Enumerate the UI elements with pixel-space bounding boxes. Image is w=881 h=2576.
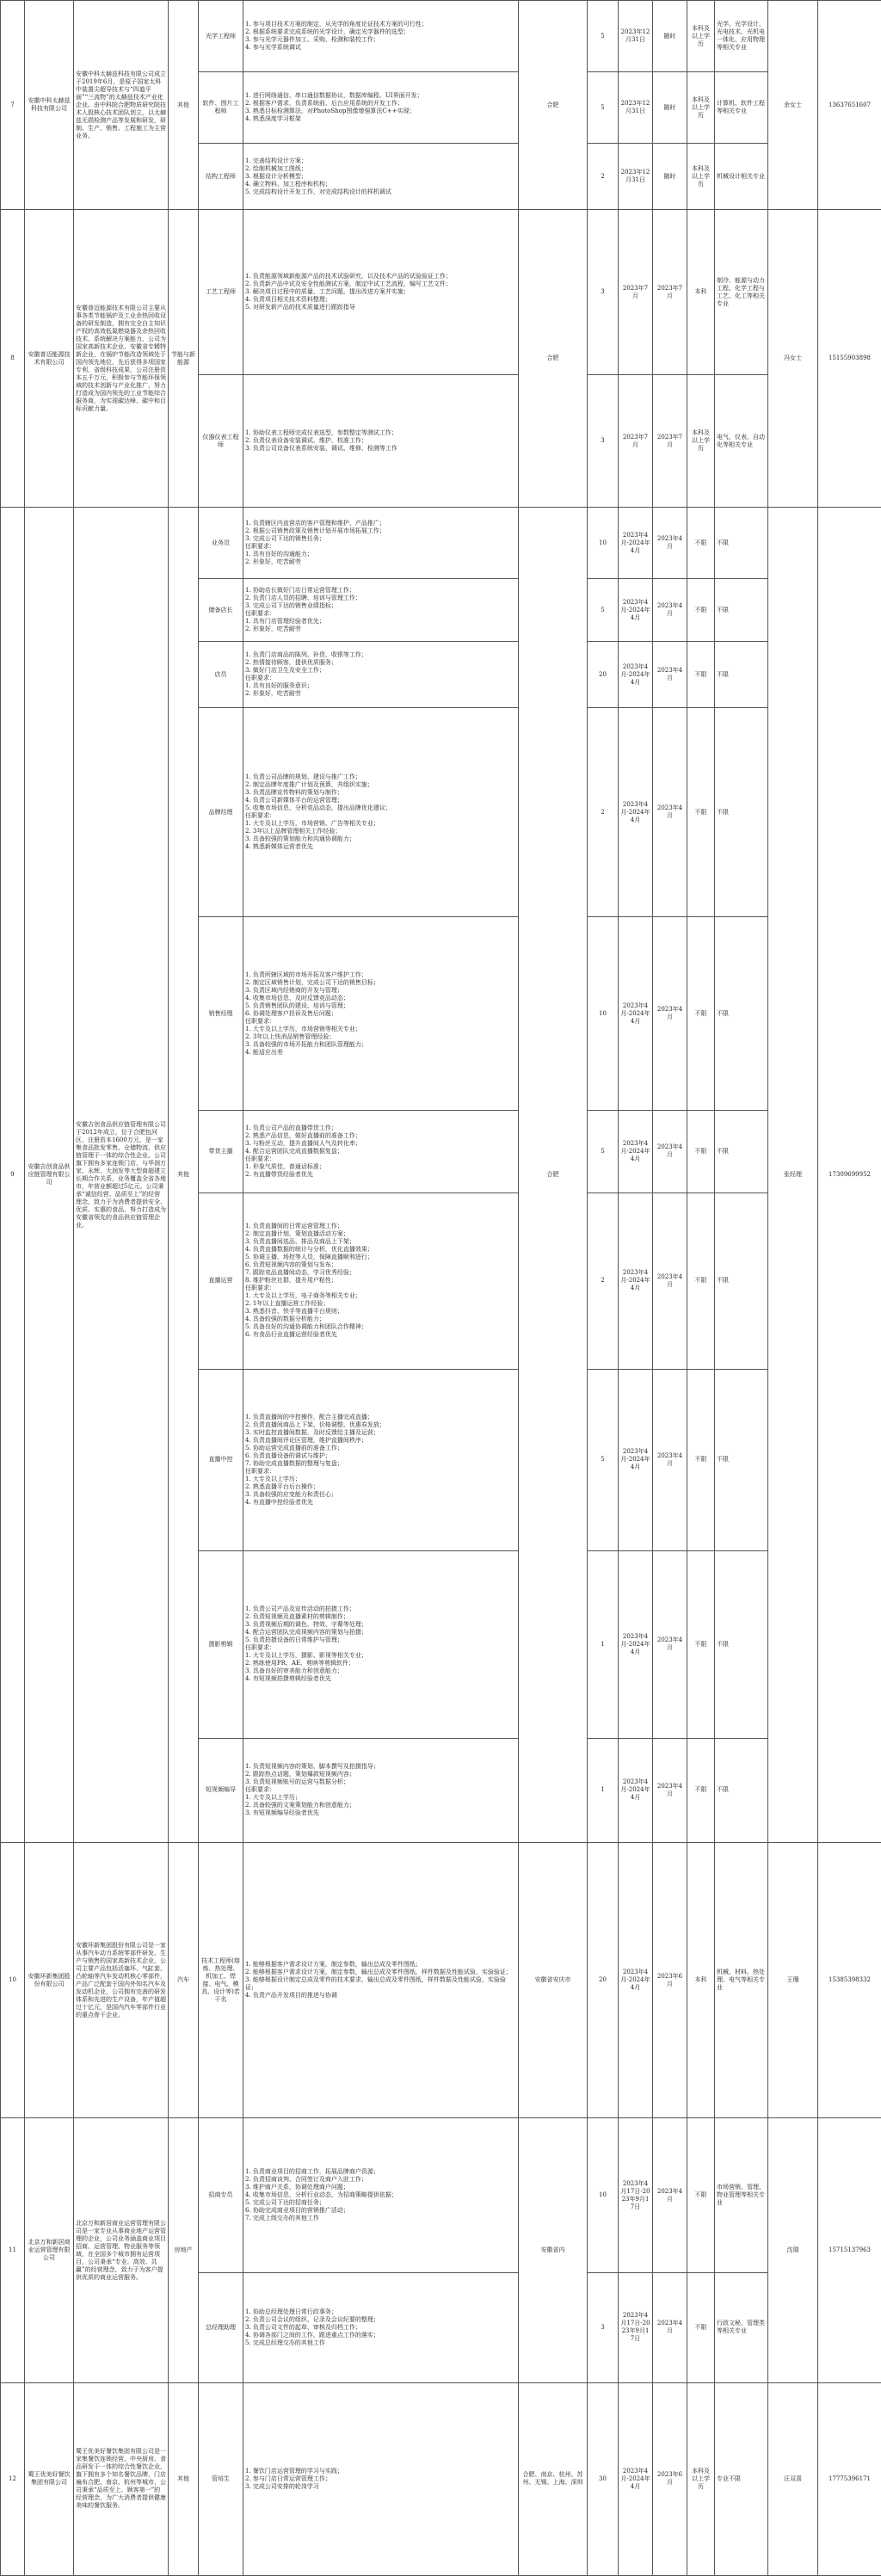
contact-person: 余女士 [768, 1, 818, 210]
headcount: 5 [588, 1, 619, 72]
industry: 房地产 [169, 2118, 199, 2382]
contact-phone: 13637651607 [818, 1, 881, 210]
headcount: 10 [588, 917, 619, 1110]
headcount: 1 [588, 1738, 619, 1843]
position-duties: 1. 负责门店商品的陈列、补货、收银等工作； 2. 热情接待顾客，提供优质服务； 3. 做好门店卫生及安全工作； 任职要求： 1. 具有良好的服务意识； 2. 形象好，吃苦耐劳 [243, 642, 519, 708]
contact-person: 冯女士 [768, 210, 818, 508]
position-duties: 1. 负责公司产品及宣传活动的拍摄工作； 2. 负责短视频及直播素材的剪辑制作； 3. 负责视频后期的调色、特效、字幕等处理； 4. 配合运营团队完成视频内容的策划与拍摄； 5. 负责拍摄设备的日常维护与管理； 任职要求： 1. 大专及以上学历，摄影、影视等相关专业； 2. 熟练使用PR、AE、剪映等剪辑软件； 3. 具备良好的审美能力和创意能力； 4. 有短视频拍摄剪辑经验者优先 [243, 1550, 519, 1738]
row-number: 8 [1, 210, 25, 508]
education: 本科及以上学历 [687, 1, 715, 72]
work-location: 合肥 [519, 508, 588, 1843]
table-body [1, 1, 881, 2576]
major: 不限 [715, 708, 768, 917]
company-name: 安徽中科太赫兹科技有限公司 [25, 1, 74, 210]
row-number: 9 [1, 508, 25, 1843]
headcount: 5 [588, 1110, 619, 1192]
education: 不限 [687, 1738, 715, 1843]
headcount: 5 [588, 1369, 619, 1550]
contact-person: 王珊 [768, 1843, 818, 2118]
start-date: 2023年4月 [653, 1738, 687, 1843]
position-duties: 1. 负责商业项目的招商工作，拓展品牌商户资源； 2. 负责招商谈判、合同签订及商户入驻工作； 3. 维护商户关系，协调处理商户问题； 4. 收集市场信息，分析行业动态，为招商策略提供依据； 5. 完成公司下达的招商任务； 6. 协助完成商业项目的营销推广活动； 7. 完成上级交办的其他工作 [243, 2118, 519, 2272]
education: 不限 [687, 1369, 715, 1550]
position-duties: 1. 协助总经理处理日常行政事务； 2. 负责公司会议的组织、记录及会议纪要的整理； 3. 负责公司文件的起草、审核及归档工作； 4. 协调各部门之间的工作，跟进重点工作的落实； 5. 完成总经理交办的其他工作 [243, 2272, 519, 2382]
education: 本科及以上学历 [687, 375, 715, 508]
position-name: 直播中控 [199, 1369, 243, 1550]
headcount: 10 [588, 2118, 619, 2272]
row-number: 10 [1, 1843, 25, 2118]
education: 本科 [687, 210, 715, 375]
contact-person: 张经理 [768, 508, 818, 1843]
start-date: 随时 [653, 72, 687, 144]
start-date: 2023年4月 [653, 642, 687, 708]
position-name: 店员 [199, 642, 243, 708]
contact-phone: 15155903898 [818, 210, 881, 508]
position-name: 短视频编导 [199, 1738, 243, 1843]
start-date: 2023年4月 [653, 917, 687, 1110]
position-name: 软件、图片工程师 [199, 72, 243, 144]
headcount: 2 [588, 1192, 619, 1369]
deadline: 2023年12月31日 [619, 144, 653, 210]
position-duties: 1. 进行网络通信、串口通信数据协议、数据库编程、UI界面开发； 2. 根据客户需求，负责系统前、后台应用系统的开发工作； 3. 熟悉目标检测算法，对PhotoShop图像增强算法C++实现； 4. 熟悉深度学习框架 [243, 72, 519, 144]
major: 制冷、能源与动力工程、化学工程与工艺、化工等相关专业 [715, 210, 768, 375]
company-name: 北京万和新居商业运营管理有限公司 [25, 2118, 74, 2382]
major: 不限 [715, 508, 768, 579]
position-duties: 1. 协助仪表工程师完成仪表选型，参数整定等测试工作； 2. 负责仪表设备安装调试、维护、校准工作； 3. 负责公司设备仪表系统安装、调试、维修、检测等工作 [243, 375, 519, 508]
start-date: 2023年4月 [653, 508, 687, 579]
education: 本科及以上学历 [687, 144, 715, 210]
major: 不限 [715, 917, 768, 1110]
work-location: 安徽省内 [519, 2118, 588, 2382]
deadline: 2023年4月-2024年4月 [619, 1369, 653, 1550]
company-name: 安徽环新集团股份有限公司 [25, 1843, 74, 2118]
table-row [1, 210, 881, 375]
deadline: 2023年12月31日 [619, 1, 653, 72]
contact-person: 汪双喜 [768, 2382, 818, 2575]
position-name: 直播运营 [199, 1192, 243, 1369]
industry: 其他 [169, 2382, 199, 2575]
table-row [1, 1, 881, 72]
position-duties: 1. 餐饮门店运营管理的学习与实践； 2. 参与门店日常运营管理工作； 3. 完成公司安排的轮岗学习 [243, 2382, 519, 2575]
start-date: 2023年4月 [653, 1550, 687, 1738]
start-date: 2023年4月 [653, 1110, 687, 1192]
headcount: 5 [588, 72, 619, 144]
major: 机械设计相关专业 [715, 144, 768, 210]
position-name: 销售经理 [199, 917, 243, 1110]
company-intro: 蜀王优美好餐饮集团有限公司是一家集餐饮连锁经营、中央厨房、食品研发于一体的综合性餐饮企业，旗下拥有多个知名餐饮品牌，门店遍布合肥、南京、杭州等城市，公司秉承“品质至上、顾客第一”的经营理念，为广大消费者提供健康美味的餐饮服务。 [74, 2382, 169, 2575]
major: 专业不限 [715, 2382, 768, 2575]
deadline: 2023年12月31日 [619, 72, 653, 144]
table-row [1, 1843, 881, 2118]
position-name: 工艺工程师 [199, 210, 243, 375]
deadline: 2023年4月17日-2023年9月17日 [619, 2272, 653, 2382]
education: 本科及以上学历 [687, 2382, 715, 2575]
company-intro: 安徽吉创食品供应链管理有限公司于2012年成立，位于合肥包河区，注册资本1600万元，是一家集食品批发零售、仓储物流、供应链管理于一体的综合性企业。公司旗下拥有多家连锁门店，与华润万家、永辉、大润发等大型商超建立长期合作关系，业务覆盖全省各地市，年营业额超过5亿元。公司秉承“诚信经营、品质至上”的经营理念，致力于为消费者提供安全、优质、实惠的食品，努力打造成为安徽省领先的食品供应链管理企业。 [74, 508, 169, 1843]
major: 不限 [715, 1550, 768, 1738]
major: 机械、材料、热处理、电气等相关专业 [715, 1843, 768, 2118]
education: 不限 [687, 1110, 715, 1192]
education: 不限 [687, 508, 715, 579]
major: 市场营销、管理、物业管理等相关专业 [715, 2118, 768, 2272]
position-duties: 1. 负责直播间的日常运营管理工作； 2. 制定直播计划，策划直播活动方案； 3. 负责直播间选品、排品及商品上下架； 4. 负责直播数据的统计与分析，优化直播效果； 5. 协调主播、场控等人员，保障直播顺利进行； 6. 负责短视频内容的策划与发布； 7. 跟踪竞品直播间动态，学习优秀经验； 8. 维护粉丝社群，提升用户粘性； 任职要求： 1. 大专及以上学历，电子商务等相关专业； 2. 1年以上直播运营工作经验； 3. 熟悉抖音、快手等直播平台规则； 4. 具备较强的数据分析能力； 5. 具备良好的沟通协调能力和团队合作精神； 6. 有食品行业直播运营经验者优先 [243, 1192, 519, 1369]
major: 不限 [715, 1192, 768, 1369]
major: 光学、光学设计、光电技术、光机电一体化、应用物理等相关专业 [715, 1, 768, 72]
company-intro: 北京万和新居商业运营管理有限公司是一家专业从事商业地产运营管理的企业，公司业务涵盖商业项目招商、运营管理、物业服务等领域，在全国多个城市拥有运营项目，公司秉承“专业、高效、共赢”的经营理念，致力于为客户提供优质的商业运营服务。 [74, 2118, 169, 2382]
deadline: 2023年4月17日-2023年9月17日 [619, 2118, 653, 2272]
position-name: 摄影剪辑 [199, 1550, 243, 1738]
headcount: 3 [588, 210, 619, 375]
education: 本科 [687, 1843, 715, 2118]
table-row [1, 2382, 881, 2575]
education: 不限 [687, 2118, 715, 2272]
row-number: 7 [1, 1, 25, 210]
major: 不限 [715, 1110, 768, 1192]
deadline: 2023年4月-2024年4月 [619, 2382, 653, 2575]
start-date: 随时 [653, 144, 687, 210]
position-name: 业务员 [199, 508, 243, 579]
work-location: 合肥 [519, 210, 588, 508]
position-duties: 1. 负责公司品牌的规划、建设与推广工作； 2. 制定品牌年度推广计划及预算，并组织实施； 3. 负责品牌宣传物料的策划与制作； 4. 负责公司新媒体平台的运营管理； 5. 收集市场信息，分析竞品动态，提出品牌优化建议； 任职要求： 1. 大专及以上学历，市场营销、广告等相关专业； 2. 3年以上品牌管理相关工作经验； 3. 具备较强的策划能力和沟通协调能力； 4. 熟悉新媒体运营者优先 [243, 708, 519, 917]
table-row [1, 508, 881, 579]
contact-phone: 17775396171 [818, 2382, 881, 2575]
headcount: 1 [588, 1550, 619, 1738]
start-date: 2023年6月 [653, 2382, 687, 2575]
position-duties: 1. 能够根据客户需求设计方案，制定参数，输出总成及零件图纸； 2. 能够根据客户需求设计方案，制定参数，输出总成及零件图纸，样件数据及性能试验，实验验证； 3. 能够根据设计制定总成及零件的技术要求，输出总成及零件图纸，样件数据及性能试验，实验验证； 4. 负责产品开发项目的推进与协调 [243, 1843, 519, 2118]
education: 不限 [687, 642, 715, 708]
headcount: 10 [588, 508, 619, 579]
education: 不限 [687, 2272, 715, 2382]
deadline: 2023年4月-2024年4月 [619, 579, 653, 642]
start-date: 2023年7月 [653, 375, 687, 508]
industry: 节能与新能源 [169, 210, 199, 508]
major: 电气、仪表、自动化等相关专业 [715, 375, 768, 508]
position-duties: 1. 负责辖区内直营店的客户管理和维护、产品推广； 2. 根据公司销售政策及销售计划开展市场拓展工作； 3. 完成公司下达的销售任务； 任职要求： 1. 具有良好的沟通能力； 2. 形象好，吃苦耐劳 [243, 508, 519, 579]
major: 不限 [715, 1738, 768, 1843]
start-date: 2023年4月 [653, 1192, 687, 1369]
start-date: 随时 [653, 1, 687, 72]
headcount: 30 [588, 2382, 619, 2575]
major: 行政文秘、管理类等相关专业 [715, 2272, 768, 2382]
industry: 汽车 [169, 1843, 199, 2118]
start-date: 2023年4月 [653, 579, 687, 642]
deadline: 2023年4月-2024年4月 [619, 1192, 653, 1369]
education: 不限 [687, 917, 715, 1110]
position-duties: 1. 负责所辖区域的市场开拓及客户维护工作； 2. 制定区域销售计划，完成公司下达的销售目标； 3. 负责区域内经销商的开发与管理； 4. 收集市场信息，及时反馈竞品动态； 5. 负责销售团队的建设、培训与管理； 6. 协调处理客户投诉及售后问题； 任职要求： 1. 大专及以上学历，市场营销等相关专业； 2. 3年以上快消品销售管理经验； 3. 具备较强的市场开拓能力和团队管理能力； 4. 能适应出差 [243, 917, 519, 1110]
contact-phone: 17309699952 [818, 508, 881, 1843]
work-location: 合肥 [519, 1, 588, 210]
deadline: 2023年4月-2024年4月 [619, 708, 653, 917]
headcount: 3 [588, 375, 619, 508]
deadline: 2023年4月-2024年4月 [619, 508, 653, 579]
row-number: 11 [1, 2118, 25, 2382]
position-duties: 1. 负责公司产品的直播带货工作； 2. 熟悉产品信息，做好直播前的准备工作； 3. 与粉丝互动，提升直播间人气及转化率； 4. 配合运营团队完成直播数据复盘； 任职要求： 1. 形象气质佳，普通话标准； 2. 有直播带货经验者优先 [243, 1110, 519, 1192]
headcount: 20 [588, 1843, 619, 2118]
deadline: 2023年7月 [619, 375, 653, 508]
start-date: 2023年4月 [653, 2118, 687, 2272]
position-duties: 1. 负责直播间的中控操作，配合主播完成直播； 2. 负责直播间商品上下架、价格调整、优惠券发放； 3. 实时监控直播间数据，及时反馈给主播及运营； 4. 负责直播间评论区管理，维护直播间秩序； 5. 协助运营完成直播前的准备工作； 6. 负责直播设备的调试与维护； 7. 协助完成直播数据的整理与复盘； 任职要求： 1. 大专及以上学历； 2. 熟悉直播平台后台操作； 3. 具备较强的应变能力和责任心； 4. 有直播中控经验者优先 [243, 1369, 519, 1550]
row-number: 12 [1, 2382, 25, 2575]
position-name: 品牌经理 [199, 708, 243, 917]
education: 不限 [687, 708, 715, 917]
start-date: 2023年4月 [653, 1369, 687, 1550]
company-intro: 安徽普迈能源技术有限公司主要从事各类节能锅炉及工业余热回收设备的研发制造，拥有完全自主知识产权的高效低氮燃烧器及余热回收技术、系统解决方案能力，公司为国家高新技术企业、安徽省专精特新企业，在锅炉节能改造领域处于国内领先地位，先后获得多项国家专利、省级科技成果，公司注册资本五千万元，积极参与节能环保领域的技术创新与产业化推广，努力打造成为国内领先的工业节能综合服务商，为实现碳达峰、碳中和目标贡献力量。 [74, 210, 169, 508]
headcount: 20 [588, 642, 619, 708]
industry: 其他 [169, 508, 199, 1843]
position-name: 结构工程师 [199, 144, 243, 210]
deadline: 2023年4月-2024年4月 [619, 917, 653, 1110]
start-date: 2023年6月 [653, 1843, 687, 2118]
position-name: 管培生 [199, 2382, 243, 2575]
position-name: 招商专员 [199, 2118, 243, 2272]
education: 本科及以上学历 [687, 72, 715, 144]
headcount: 5 [588, 579, 619, 642]
education: 不限 [687, 1192, 715, 1369]
deadline: 2023年4月-2024年4月 [619, 642, 653, 708]
contact-phone: 15715137963 [818, 2118, 881, 2382]
position-name: 带货主播 [199, 1110, 243, 1192]
position-name: 光学工程师 [199, 1, 243, 72]
major: 不限 [715, 579, 768, 642]
work-location: 安徽省安庆市 [519, 1843, 588, 2118]
deadline: 2023年7月 [619, 210, 653, 375]
position-duties: 1. 参与项目技术方案的制定，从光学的角度论证技术方案的可行性； 2. 根据系统要求完成系统的光学设计，确定光学器件的选型； 3. 参与光学元器件加工、采购、检测和装校工作； 4. 参与光学系统调试 [243, 1, 519, 72]
position-name: 仪器仪表工程师 [199, 375, 243, 508]
table-row [1, 2118, 881, 2272]
start-date: 2023年7月 [653, 210, 687, 375]
deadline: 2023年4月-2024年4月 [619, 1843, 653, 2118]
headcount: 2 [588, 144, 619, 210]
position-duties: 1. 完善结构设计方案； 2. 绘制机械加工图纸； 3. 根据设计分析模型； 4. 确立物料、加工程序和机构； 5. 完成结构设计开发工作，对完成结构设计的样机调试 [243, 144, 519, 210]
major: 不限 [715, 1369, 768, 1550]
company-intro: 安徽中科太赫兹科技有限公司成立于2019年6月，是原子国家太科中装置尖超导技术与“四道平面”“三流物”的太赫兹技术产业化企业。由中科院合肥物质研究院技术人股核心技术团队创立，以太赫兹无损检测产品等发展和研发，研制、生产、销售、工程施工为主营业务。 [74, 1, 169, 210]
position-name: 储备店长 [199, 579, 243, 642]
education: 不限 [687, 1550, 715, 1738]
headcount: 3 [588, 2272, 619, 2382]
start-date: 2023年4月 [653, 708, 687, 917]
deadline: 2023年4月-2024年4月 [619, 1110, 653, 1192]
company-name: 安徽普迈能源技术有限公司 [25, 210, 74, 508]
start-date: 2023年4月 [653, 2272, 687, 2382]
deadline: 2023年4月-2024年4月 [619, 1550, 653, 1738]
position-name: 技术工程师(熔炼、热处理、机加工、焊接、电气、模具、设计等)若干名 [199, 1843, 243, 2118]
company-name: 蜀王优美好餐饮集团有限公司 [25, 2382, 74, 2575]
major: 不限 [715, 642, 768, 708]
major: 计算机、软件工程等相关专业 [715, 72, 768, 144]
position-duties: 1. 协助店长做好门店日常运营管理工作； 2. 负责门店人员的招聘、培训与管理工作； 3. 完成公司下达的销售业绩指标； 任职要求： 1. 具有门店管理经验者优先； 2. 形象好，吃苦耐劳 [243, 579, 519, 642]
position-duties: 1. 负责短视频内容的策划、脚本撰写及拍摄指导； 2. 跟踪热点话题，策划爆款短视频内容； 3. 负责短视频账号的运营与数据分析； 任职要求： 1. 大专及以上学历； 2. 具备较强的文案策划能力和创意能力； 3. 有短视频编导经验者优先 [243, 1738, 519, 1843]
contact-person: 沈瑞 [768, 2118, 818, 2382]
company-intro: 安徽环新集团股份有限公司是一家从事汽车动力系统零部件研发、生产与销售的国家高新技术企业，公司主要产品包括活塞环、气缸套、凸轮轴等汽车发动机核心零部件，产品广泛配套于国内外知名汽车及发动机企业，公司拥有完善的研发体系和先进的生产设备，年产值超过十亿元，是国内汽车零部件行业的重点骨干企业。 [74, 1843, 169, 2118]
company-name: 安徽吉创食品供应链管理有限公司 [25, 508, 74, 1843]
industry: 其他 [169, 1, 199, 210]
deadline: 2023年4月-2024年4月 [619, 1738, 653, 1843]
contact-phone: 15385398332 [818, 1843, 881, 2118]
position-duties: 1. 负责能源领域新能源产品的技术试验研究，以及技术产品的试验验证工作； 2. 负责新产品中试及安全性能测试方案，制定中试工艺流程，编写工艺文件； 3. 解决项目过程中的质量、工艺问题，提出改进方案并实施； 4. 负责项目相关技术资料整理； 5. 对研发新产品的技术质量进行跟踪指导 [243, 210, 519, 375]
education: 不限 [687, 579, 715, 642]
headcount: 2 [588, 708, 619, 917]
position-name: 总经理助理 [199, 2272, 243, 2382]
work-location: 合肥、南京、杭州、苏州、无锡、上海、深圳 [519, 2382, 588, 2575]
